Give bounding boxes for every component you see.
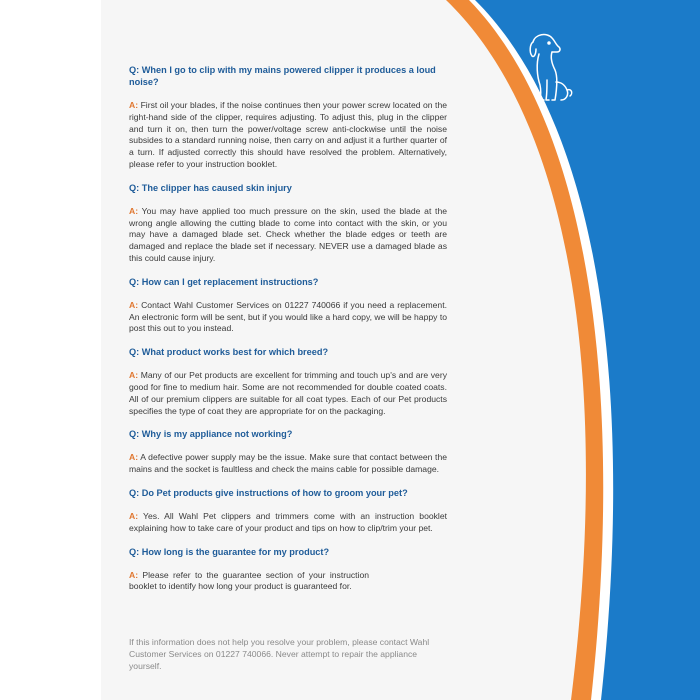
faq-question: Q: The clipper has caused skin injury [129,182,292,193]
faq-answer [129,452,447,476]
faq-answer [129,511,447,535]
answer-text: Please refer to the guarantee section of your instruction booklet to identify how long your product is guaranteed for. [129,569,369,592]
faq-page [101,0,700,700]
faq-question: Q: Why is my appliance not working? [129,429,293,440]
faq-answer [129,300,447,335]
faq-question: Q: Do Pet products give instructions of how to groom your pet? [129,487,408,498]
faq-list [129,64,447,604]
faq-answer [129,100,447,171]
answer-prefix: A: [129,205,139,216]
answer-text: Many of our Pet products are excellent for trimming and touch up's and are very good for fine to medium hair. Some are not recommended for double coated coats. All of our premium clippers are suitable for all coat types. Each of our Pet products specifies the type of coat they are appropriate for on the packaging. [129,370,447,416]
faq-item [129,546,447,594]
faq-question: Q: How can I get replacement instructions? [129,276,319,287]
answer-prefix: A: [129,299,139,310]
faq-answer [129,206,447,265]
answer-text: A defective power supply may be the issue. Make sure that contact between the mains and the socket is faultless and check the mains cable for possible damage. [129,452,448,475]
answer-prefix: A: [129,510,139,521]
answer-text: First oil your blades, if the noise continues then your power screw located on the right-hand side of the clipper, requires adjusting. To adjust this, plug in the clipper and turn it on, then turn the power/voltage screw anti-clockwise until the noise subsides to a standard running noise, then carry on and adjust it a further quarter of a turn. If adjusted correctly this should have resolved the problem. Alternatively, please refer to your instruction booklet. [129,100,448,169]
answer-prefix: A: [129,569,139,580]
answer-text: Contact Wahl Customer Services on 01227 740066 if you need a replacement. An electronic form will be sent, but if you would like a hard copy, we will be happy to post this out to you instead. [129,299,447,334]
answer-prefix: A: [129,100,139,110]
faq-question: Q: What product works best for which breed? [129,347,329,358]
faq-answer [129,370,447,417]
dog-outline-icon [525,30,575,105]
footer-note: If this information does not help you resolve your problem, please contact Wahl Customer Services on 01227 740066. Never attempt to repair the appliance yourself. [129,636,430,671]
faq-answer [129,570,369,594]
answer-prefix: A: [129,452,139,463]
answer-text: Yes. All Wahl Pet clippers and trimmers come with an instruction booklet explaining how to take care of your product and tips on how to clip/trim your pet. [129,510,448,533]
faq-item [129,346,447,417]
answer-prefix: A: [129,370,139,381]
faq-item [129,276,447,335]
faq-question: Q: When I go to clip with my mains powered clipper it produces a loud noise? [129,65,436,87]
faq-item [129,182,447,265]
faq-item [129,428,447,476]
faq-item [129,487,447,535]
faq-item [129,64,447,171]
faq-question: Q: How long is the guarantee for my product? [129,546,330,557]
answer-text: You may have applied too much pressure on the skin, used the blade at the wrong angle allowing the cutting blade to come into contact with the skin, or you may have a damaged blade set. Check whether the blade edges or teeth are damaged and replace the blade set if necessary. NEVER use a damaged blade as this could cause injury. [129,205,447,263]
